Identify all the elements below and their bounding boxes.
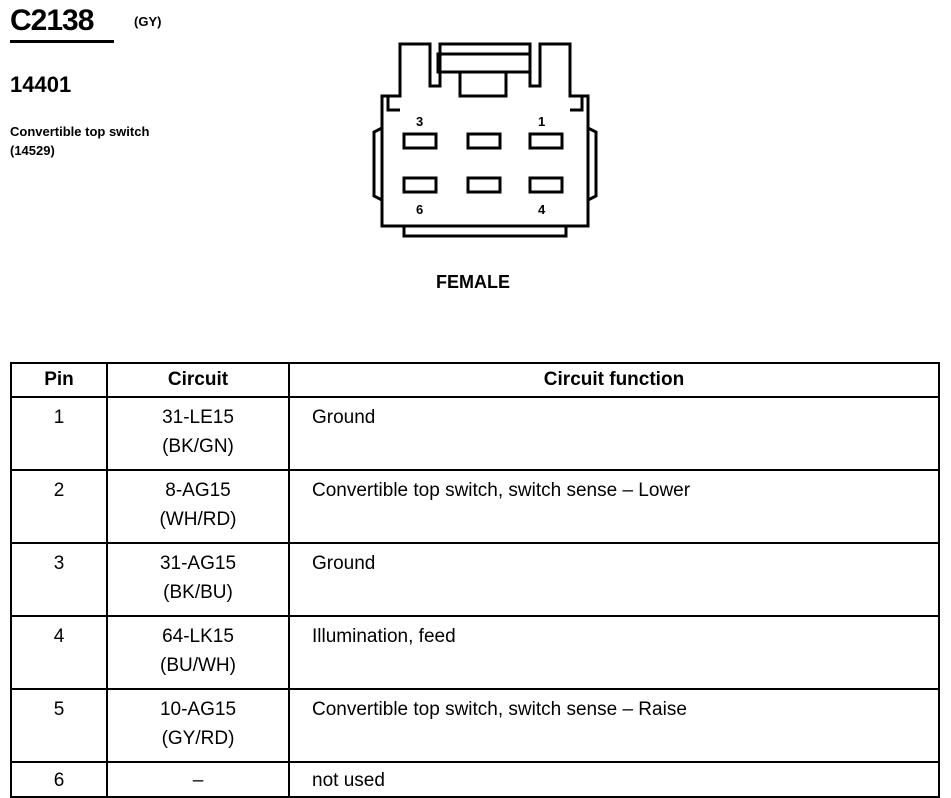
table-row [11, 689, 939, 762]
wire-color: (BK/GN) [162, 436, 234, 457]
header-circuit: Circuit [107, 363, 289, 397]
wire-color: (WH/RD) [159, 509, 237, 530]
circuit-function: not used [289, 762, 939, 797]
pin-number: 4 [11, 616, 107, 689]
connector-face-diagram [360, 36, 610, 246]
table-row [11, 470, 939, 543]
pin-label-3: 3 [416, 114, 424, 129]
circuit-cell [107, 762, 289, 797]
circuit-number: 10-AG15 [159, 699, 237, 720]
pin-cavity-5 [468, 178, 500, 192]
circuit-cell [107, 397, 289, 470]
component-description: Convertible top switch (14529) [10, 124, 150, 158]
pin-number: 6 [11, 762, 107, 797]
connector-color-code: (GY) [134, 14, 162, 29]
table-row [11, 397, 939, 470]
pin-cavity-1 [530, 134, 562, 148]
circuit-cell [107, 616, 289, 689]
connector-latch-stem [460, 72, 506, 96]
pin-number: 3 [11, 543, 107, 616]
connector-gender: FEMALE [436, 272, 510, 292]
pin-table [10, 362, 940, 798]
circuit-function: Ground [289, 397, 939, 470]
header-pin: Pin [11, 363, 107, 397]
table-row [11, 616, 939, 689]
pin-cavity-6 [404, 178, 436, 192]
part-number: 14401 [10, 72, 72, 97]
circuit-function: Ground [289, 543, 939, 616]
pin-number: 1 [11, 397, 107, 470]
connector-id: C2138 [10, 4, 94, 37]
circuit-number: 8-AG15 [165, 480, 231, 501]
circuit-cell [107, 689, 289, 762]
table-row [11, 762, 939, 797]
connector-id-underline [10, 40, 114, 43]
wire-color: (GY/RD) [161, 728, 235, 749]
connector-inner-left [388, 96, 400, 110]
circuit-function: Convertible top switch, switch sense – Lower [289, 470, 939, 543]
header-circuit-function: Circuit function [289, 363, 939, 397]
circuit-function: Convertible top switch, switch sense – Raise [289, 689, 939, 762]
pin-cavity-3 [404, 134, 436, 148]
circuit-cell [107, 470, 289, 543]
connector-inner-right [570, 96, 582, 110]
circuit-function: Illumination, feed [289, 616, 939, 689]
table-row [11, 543, 939, 616]
pin-label-1: 1 [538, 114, 546, 129]
wire-color: (BU/WH) [160, 655, 236, 676]
wire-color: (BK/BU) [163, 582, 233, 603]
table-header-row [11, 363, 939, 397]
circuit-number: 64-LK15 [162, 626, 234, 647]
pin-label-4: 4 [538, 202, 546, 217]
circuit-cell [107, 543, 289, 616]
pin-number: 2 [11, 470, 107, 543]
pin-cavity-2 [468, 134, 500, 148]
circuit-number: 31-AG15 [159, 553, 237, 574]
connector-latch [438, 54, 530, 72]
pin-number: 5 [11, 689, 107, 762]
pin-cavity-4 [530, 178, 562, 192]
pin-label-6: 6 [416, 202, 424, 217]
circuit-number: – [192, 770, 204, 791]
circuit-number: 31-LE15 [162, 407, 234, 428]
